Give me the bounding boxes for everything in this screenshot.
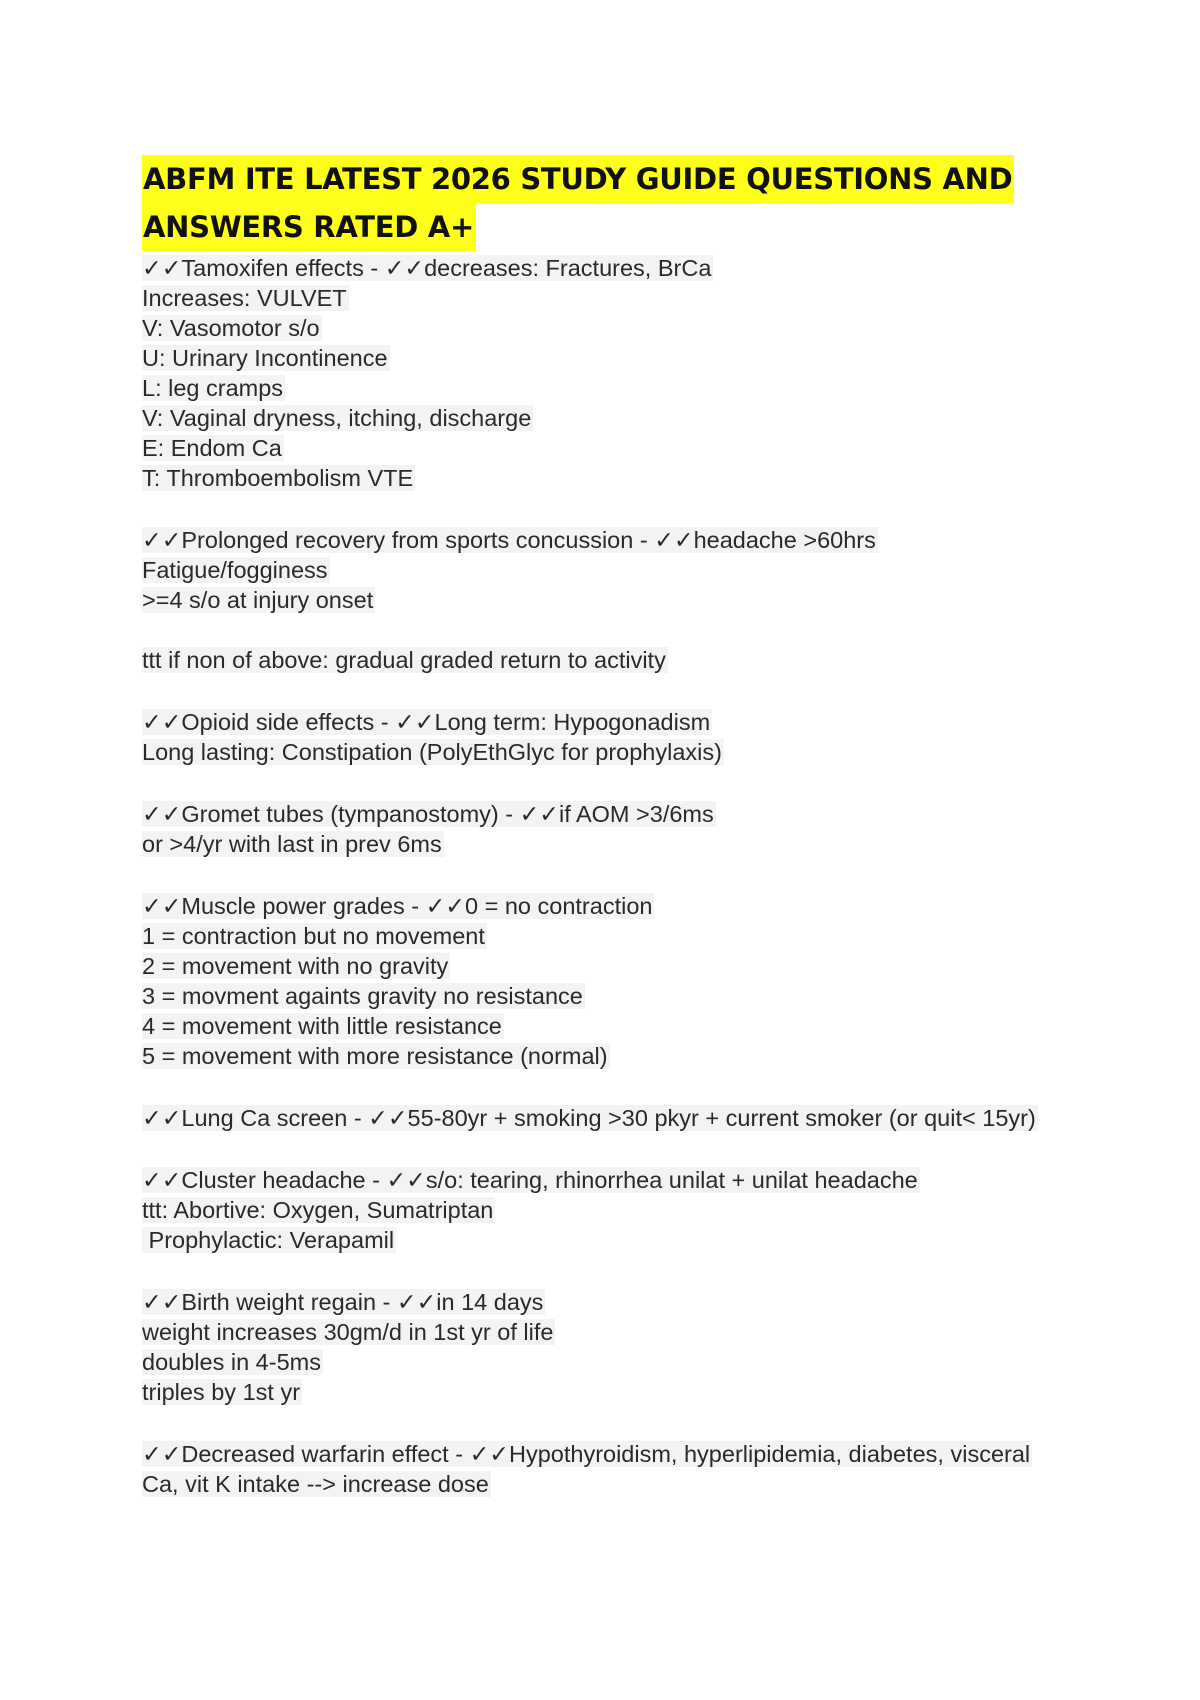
document-title — [142, 155, 1042, 251]
qa-line: triples by 1st yr — [142, 1379, 301, 1405]
qa-line: ✓✓Lung Ca screen - ✓✓55-80yr + smoking >30 pkyr + current smoker (or quit< 15yr) — [142, 1105, 1036, 1131]
qa-entry-muscle-power — [142, 891, 1072, 1071]
qa-line: Ca, vit K intake --> increase dose — [142, 1471, 489, 1497]
qa-line: ttt: Abortive: Oxygen, Sumatriptan — [142, 1197, 494, 1223]
qa-line: ✓✓Tamoxifen effects - ✓✓decreases: Fractures, BrCa — [142, 255, 712, 281]
qa-list — [142, 253, 1072, 1531]
qa-line: Prophylactic: Verapamil — [142, 1227, 395, 1253]
title-line-2: ANSWERS RATED A+ — [142, 203, 476, 251]
qa-line: ✓✓Decreased warfarin effect - ✓✓Hypothyroidism, hyperlipidemia, diabetes, visceral — [142, 1441, 1031, 1467]
qa-line: Long lasting: Constipation (PolyEthGlyc for prophylaxis) — [142, 739, 722, 765]
qa-line: ✓✓Birth weight regain - ✓✓in 14 days — [142, 1289, 544, 1315]
qa-line: ttt if non of above: gradual graded return to activity — [142, 647, 666, 673]
qa-line: weight increases 30gm/d in 1st yr of life — [142, 1319, 554, 1345]
qa-line: 2 = movement with no gravity — [142, 953, 449, 979]
qa-line: Increases: VULVET — [142, 285, 347, 311]
qa-line: 1 = contraction but no movement — [142, 923, 485, 949]
qa-line: Fatigue/fogginess — [142, 557, 328, 583]
qa-entry-warfarin — [142, 1439, 1072, 1499]
qa-entry-birth-weight — [142, 1287, 1072, 1407]
title-line-1: ABFM ITE LATEST 2026 STUDY GUIDE QUESTIONS AND — [142, 155, 1014, 203]
qa-line: V: Vasomotor s/o — [142, 315, 320, 341]
qa-line: 3 = movment againts gravity no resistance — [142, 983, 583, 1009]
qa-entry-opioid — [142, 707, 1072, 767]
qa-entry-tamoxifen — [142, 253, 1072, 493]
qa-entry-cluster-headache — [142, 1165, 1072, 1255]
qa-line: ✓✓Muscle power grades - ✓✓0 = no contraction — [142, 893, 653, 919]
qa-line: ✓✓Prolonged recovery from sports concussion - ✓✓headache >60hrs — [142, 527, 876, 553]
qa-line: V: Vaginal dryness, itching, discharge — [142, 405, 532, 431]
qa-line: doubles in 4-5ms — [142, 1349, 321, 1375]
qa-entry-lung-ca — [142, 1103, 1072, 1133]
qa-entry-concussion — [142, 525, 1072, 675]
qa-line: T: Thromboembolism VTE — [142, 465, 414, 491]
qa-line: L: leg cramps — [142, 375, 284, 401]
qa-line: U: Urinary Incontinence — [142, 345, 388, 371]
qa-line: E: Endom Ca — [142, 435, 282, 461]
qa-line: 5 = movement with more resistance (normal) — [142, 1043, 608, 1069]
qa-line: >=4 s/o at injury onset — [142, 587, 374, 613]
qa-line: ✓✓Gromet tubes (tympanostomy) - ✓✓if AOM >3/6ms — [142, 801, 714, 827]
qa-line: ✓✓Cluster headache - ✓✓s/o: tearing, rhinorrhea unilat + unilat headache — [142, 1167, 918, 1193]
qa-line: or >4/yr with last in prev 6ms — [142, 831, 442, 857]
qa-line: 4 = movement with little resistance — [142, 1013, 502, 1039]
qa-line: ✓✓Opioid side effects - ✓✓Long term: Hypogonadism — [142, 709, 711, 735]
qa-entry-gromet — [142, 799, 1072, 859]
